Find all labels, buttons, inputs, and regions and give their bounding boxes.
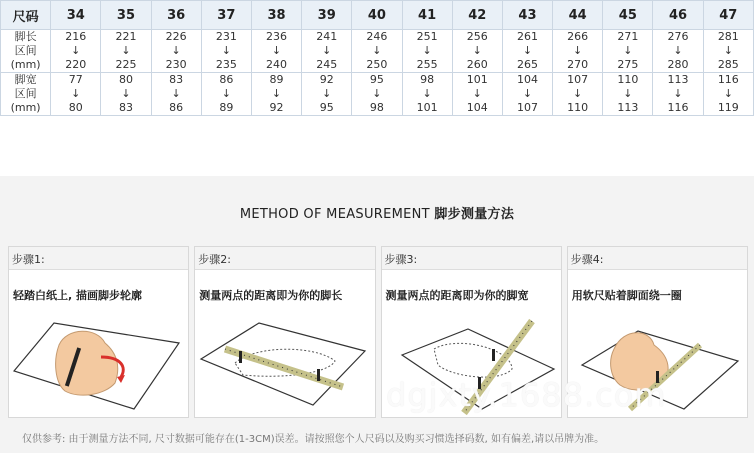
length-cell-42: 256 ↓ 260: [452, 30, 502, 73]
width-cell-35: 80 ↓ 83: [101, 73, 151, 116]
size-45: 45: [603, 1, 653, 30]
length-cell-40: 246 ↓ 250: [352, 30, 402, 73]
length-cell-45: 271 ↓ 275: [603, 30, 653, 73]
width-cell-39: 92 ↓ 95: [302, 73, 352, 116]
step-4-name: 步骤4:: [570, 253, 604, 266]
size-47: 47: [703, 1, 753, 30]
length-cell-44: 266 ↓ 270: [553, 30, 603, 73]
width-cell-46: 113 ↓ 116: [653, 73, 703, 116]
width-cell-34: 77 ↓ 80: [51, 73, 101, 116]
step-3-name: 步骤3:: [384, 253, 418, 266]
size-34: 34: [51, 1, 101, 30]
foot-on-paper-illustration: [9, 305, 189, 417]
size-37: 37: [201, 1, 251, 30]
width-cell-37: 86 ↓ 89: [201, 73, 251, 116]
width-cell-43: 104 ↓ 107: [502, 73, 552, 116]
measurement-section: [0, 176, 754, 453]
width-cell-47: 116 ↓ 119: [703, 73, 753, 116]
width-cell-42: 101 ↓ 104: [452, 73, 502, 116]
foot-length-row: [1, 30, 754, 73]
length-cell-47: 281 ↓ 285: [703, 30, 753, 73]
step-1-name: 步骤1:: [12, 253, 45, 266]
watermark: dgjxty.1688.com: [386, 376, 667, 414]
width-cell-36: 83 ↓ 86: [151, 73, 201, 116]
size-42: 42: [452, 1, 502, 30]
step-4-desc: 用软尺贴着脚面绕一圈: [571, 289, 682, 302]
size-38: 38: [251, 1, 301, 30]
size-39: 39: [302, 1, 352, 30]
foot-width-row: [1, 73, 754, 116]
length-cell-39: 241 ↓ 245: [302, 30, 352, 73]
size-41: 41: [402, 1, 452, 30]
step-3-desc: 测量两点的距离即为你的脚宽: [385, 289, 529, 302]
length-cell-41: 251 ↓ 255: [402, 30, 452, 73]
foot-width-label: 脚宽 区间 (mm): [1, 73, 51, 116]
size-46: 46: [653, 1, 703, 30]
step-2: [194, 246, 375, 418]
step-2-desc: 测量两点的距离即为你的脚长: [199, 289, 343, 302]
length-cell-37: 231 ↓ 235: [201, 30, 251, 73]
step-2-name: 步骤2:: [198, 253, 231, 266]
size-36: 36: [151, 1, 201, 30]
length-cell-46: 276 ↓ 280: [653, 30, 703, 73]
step-1: [8, 246, 189, 418]
width-cell-41: 98 ↓ 101: [402, 73, 452, 116]
foot-length-label: 脚长 区间 (mm): [1, 30, 51, 73]
measurement-title: METHOD OF MEASUREMENT 脚步测量方法: [239, 207, 515, 222]
size-43: 43: [502, 1, 552, 30]
length-cell-38: 236 ↓ 240: [251, 30, 301, 73]
disclaimer-note: 仅供参考: 由于测量方法不同, 尺寸数据可能存在(1-3CM)误差。请按照您个人尺码以及购买习惯选择码数, 如有偏差,请以吊牌为准。: [22, 434, 605, 445]
size-40: 40: [352, 1, 402, 30]
step-1-desc: 轻踏白纸上, 描画脚步轮廓: [13, 289, 143, 302]
width-cell-45: 110 ↓ 113: [603, 73, 653, 116]
size-35: 35: [101, 1, 151, 30]
width-cell-38: 89 ↓ 92: [251, 73, 301, 116]
length-cell-34: 216 ↓ 220: [51, 30, 101, 73]
foot-length-illustration: [195, 305, 375, 417]
size-header-row: [1, 1, 754, 30]
size-44: 44: [553, 1, 603, 30]
length-cell-35: 221 ↓ 225: [101, 30, 151, 73]
size-header-label: 尺码: [1, 1, 51, 30]
length-cell-36: 226 ↓ 230: [151, 30, 201, 73]
length-cell-43: 261 ↓ 265: [502, 30, 552, 73]
width-cell-44: 107 ↓ 110: [553, 73, 603, 116]
size-table: [0, 0, 754, 116]
width-cell-40: 95 ↓ 98: [352, 73, 402, 116]
